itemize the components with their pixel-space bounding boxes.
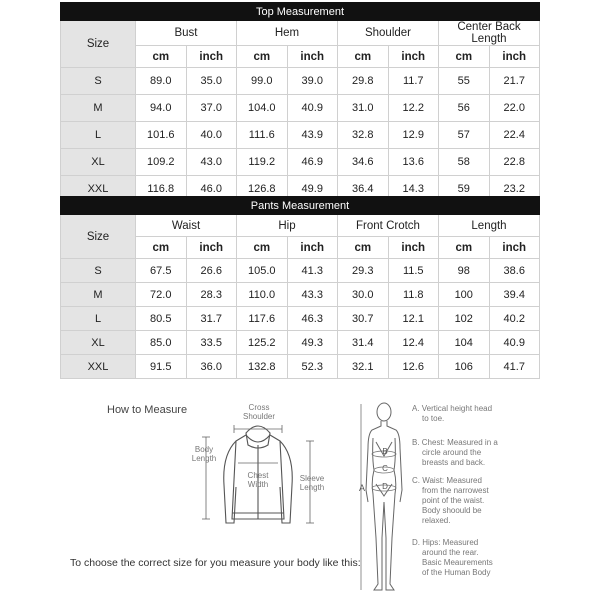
value-cell: 67.5 [136,259,187,283]
value-cell: 85.0 [136,331,187,355]
value-cell: 91.5 [136,355,187,379]
value-cell: 98 [439,259,490,283]
value-cell: 43.9 [287,122,338,149]
unit-inch: inch [388,46,439,68]
value-cell: 41.7 [489,355,540,379]
value-cell: 101.6 [136,122,187,149]
size-cell: XXL [61,355,136,379]
unit-inch: inch [186,46,237,68]
center-back-length-header: Center Back Length [439,21,540,46]
table-row [61,122,540,149]
size-cell: S [61,259,136,283]
size-cell: S [61,68,136,95]
pants-table-title: Pants Measurement [61,197,540,215]
value-cell: 31.4 [338,331,389,355]
unit-cm: cm [136,237,187,259]
value-cell: 104 [439,331,490,355]
value-cell: 116.8 [136,176,187,203]
value-cell: 109.2 [136,149,187,176]
value-cell: 31.7 [186,307,237,331]
value-cell: 38.6 [489,259,540,283]
value-cell: 106 [439,355,490,379]
value-cell: 46.0 [186,176,237,203]
value-cell: 125.2 [237,331,288,355]
value-cell: 94.0 [136,95,187,122]
value-cell: 46.9 [287,149,338,176]
value-cell: 43.3 [287,283,338,307]
value-cell: 117.6 [237,307,288,331]
value-cell: 102 [439,307,490,331]
size-cell: XL [61,331,136,355]
unit-cm: cm [338,46,389,68]
value-cell: 40.9 [287,95,338,122]
table-row [61,149,540,176]
value-cell: 132.8 [237,355,288,379]
value-cell: 119.2 [237,149,288,176]
table-row [61,307,540,331]
body-mark-c: C [382,464,388,473]
value-cell: 26.6 [186,259,237,283]
value-cell: 13.6 [388,149,439,176]
value-cell: 35.0 [186,68,237,95]
value-cell: 89.0 [136,68,187,95]
size-cell: L [61,122,136,149]
unit-cm: cm [237,237,288,259]
value-cell: 49.9 [287,176,338,203]
value-cell: 72.0 [136,283,187,307]
value-cell: 40.0 [186,122,237,149]
value-cell: 49.3 [287,331,338,355]
value-cell: 40.9 [489,331,540,355]
value-cell: 33.5 [186,331,237,355]
size-cell: L [61,307,136,331]
value-cell: 11.5 [388,259,439,283]
value-cell: 30.0 [338,283,389,307]
value-cell: 22.4 [489,122,540,149]
value-cell: 30.7 [338,307,389,331]
value-cell: 11.7 [388,68,439,95]
note-d: D. Hips: Measured around the rear. Basic Meaurements of the Human Body [412,538,493,577]
front-crotch-header: Front Crotch [338,215,439,237]
value-cell: 21.7 [489,68,540,95]
how-to-measure-title: How to Measure [107,404,188,416]
table-row [61,355,540,379]
value-cell: 80.5 [136,307,187,331]
measurement-notes [412,404,592,581]
unit-inch: inch [388,237,439,259]
value-cell: 12.2 [388,95,439,122]
value-cell: 111.6 [237,122,288,149]
unit-inch: inch [489,237,540,259]
value-cell: 59 [439,176,490,203]
cross-shoulder-label: Cross Shoulder [242,403,276,421]
body-length-label: Body Length [191,445,217,463]
waist-header: Waist [136,215,237,237]
size-cell: M [61,95,136,122]
size-cell: XXL [61,176,136,203]
length-header: Length [439,215,540,237]
size-cell: XL [61,149,136,176]
body-mark-d: D [382,482,388,491]
value-cell: 41.3 [287,259,338,283]
value-cell: 14.3 [388,176,439,203]
pants-measurement-table [60,196,540,379]
value-cell: 110.0 [237,283,288,307]
value-cell: 23.2 [489,176,540,203]
value-cell: 37.0 [186,95,237,122]
value-cell: 32.8 [338,122,389,149]
value-cell: 11.8 [388,283,439,307]
size-column-header: Size [61,215,136,259]
value-cell: 46.3 [287,307,338,331]
unit-inch: inch [287,237,338,259]
value-cell: 100 [439,283,490,307]
value-cell: 104.0 [237,95,288,122]
note-b: B. Chest: Measured in a circle around the breasts and back. [412,438,498,467]
unit-cm: cm [237,46,288,68]
value-cell: 126.8 [237,176,288,203]
hem-header: Hem [237,21,338,46]
body-mark-b: B [382,447,388,456]
top-table-title: Top Measurement [61,3,540,21]
unit-inch: inch [287,46,338,68]
human-body-diagram-icon [356,398,412,596]
value-cell: 99.0 [237,68,288,95]
chest-width-label: Chest Width [247,471,269,489]
value-cell: 12.1 [388,307,439,331]
value-cell: 40.2 [489,307,540,331]
unit-cm: cm [439,46,490,68]
unit-cm: cm [338,237,389,259]
value-cell: 52.3 [287,355,338,379]
table-row [61,259,540,283]
hip-header: Hip [237,215,338,237]
note-a: A. Vertical height head to toe. [412,404,493,423]
unit-inch: inch [186,237,237,259]
unit-cm: cm [439,237,490,259]
value-cell: 12.6 [388,355,439,379]
value-cell: 29.8 [338,68,389,95]
value-cell: 29.3 [338,259,389,283]
value-cell: 12.4 [388,331,439,355]
choose-size-instruction: To choose the correct size for you measure your body like this: [70,557,361,569]
table-row [61,68,540,95]
value-cell: 55 [439,68,490,95]
value-cell: 28.3 [186,283,237,307]
table-row [61,95,540,122]
value-cell: 39.4 [489,283,540,307]
value-cell: 56 [439,95,490,122]
value-cell: 12.9 [388,122,439,149]
value-cell: 36.0 [186,355,237,379]
value-cell: 36.4 [338,176,389,203]
sleeve-length-label: Sleeve Length [299,474,325,492]
value-cell: 32.1 [338,355,389,379]
bust-header: Bust [136,21,237,46]
value-cell: 22.0 [489,95,540,122]
value-cell: 105.0 [237,259,288,283]
value-cell: 22.8 [489,149,540,176]
size-cell: M [61,283,136,307]
value-cell: 39.0 [287,68,338,95]
size-column-header: Size [61,21,136,68]
shoulder-header: Shoulder [338,21,439,46]
unit-cm: cm [136,46,187,68]
body-mark-a: A [358,483,365,493]
unit-inch: inch [489,46,540,68]
top-measurement-table [60,2,540,203]
table-row [61,283,540,307]
value-cell: 58 [439,149,490,176]
value-cell: 31.0 [338,95,389,122]
value-cell: 43.0 [186,149,237,176]
table-row [61,331,540,355]
note-c: C. Waist: Measured from the narrowest point of the waist. Body shoould be relaxed. [412,476,489,525]
value-cell: 34.6 [338,149,389,176]
value-cell: 57 [439,122,490,149]
